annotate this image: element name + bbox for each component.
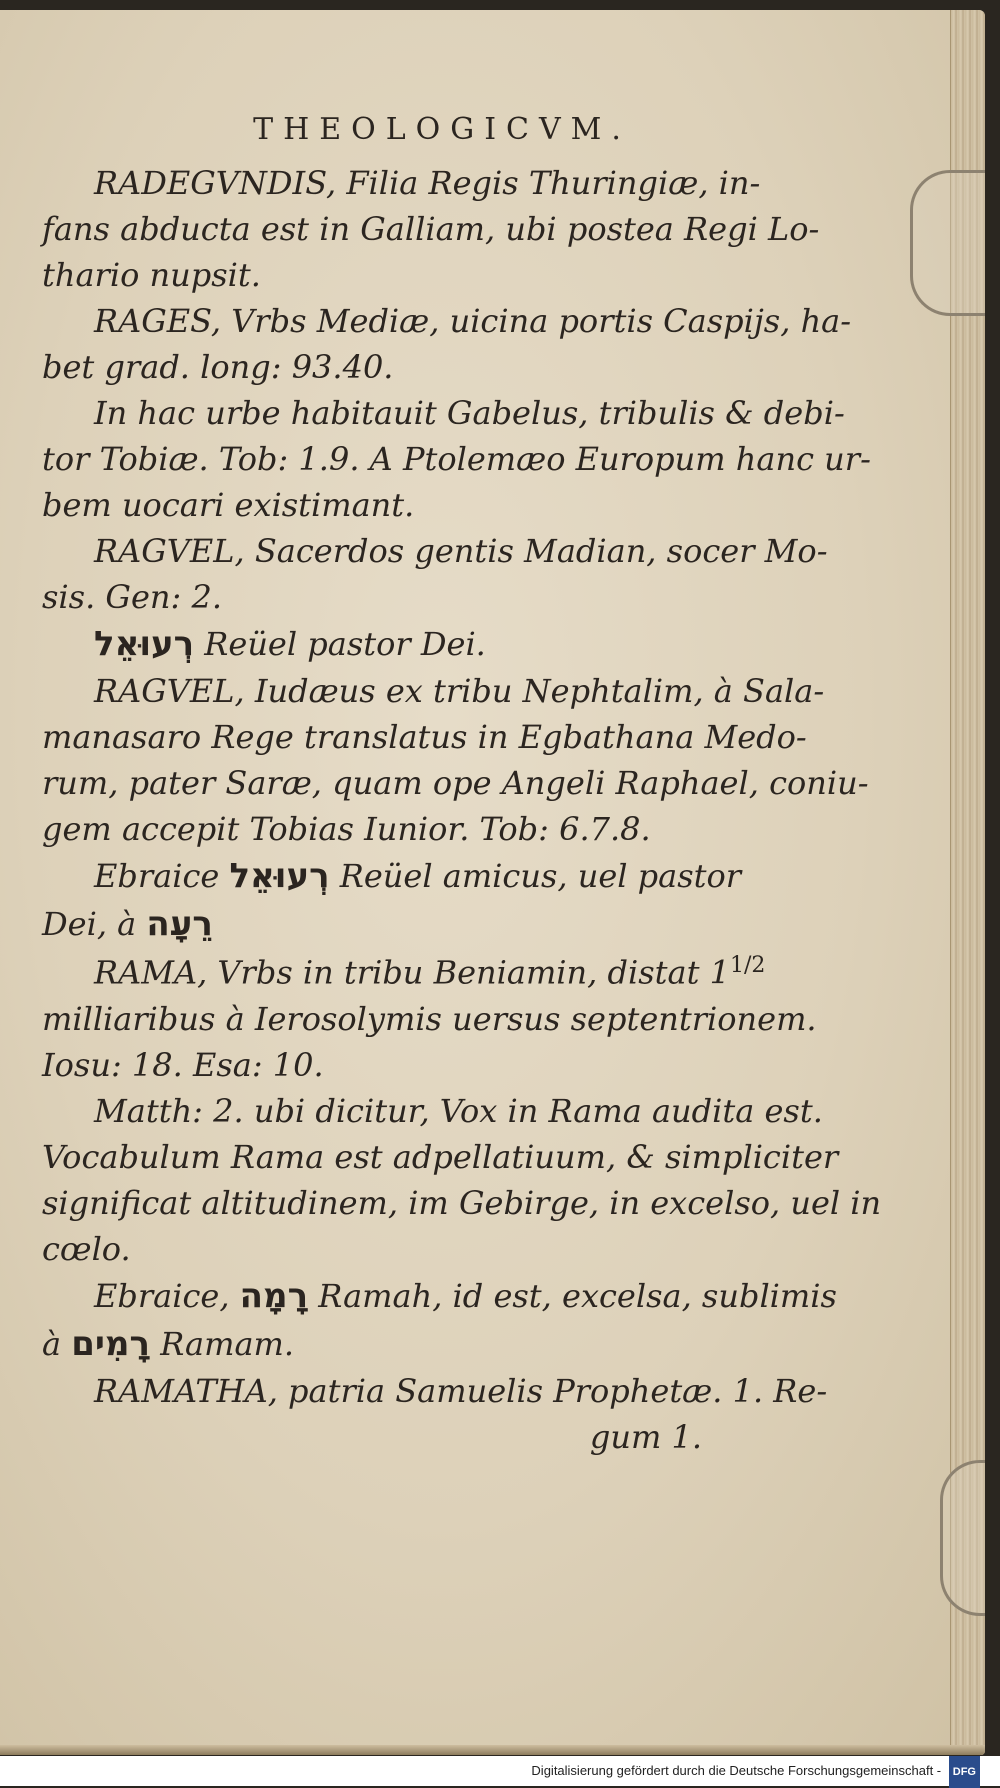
- line-text: RAGVEL, Iudæus ex tribu Nephtalim, à Sala-: [94, 672, 825, 710]
- line-text: gem accepit Tobias Iunior. Tob: 6.7.8.: [42, 810, 651, 848]
- line-text: manasaro Rege translatus in Egbathana Medo-: [42, 718, 807, 756]
- text-line: [42, 624, 822, 664]
- fraction: 1/2: [729, 953, 766, 978]
- text-line: [42, 302, 852, 340]
- line-text: In hac urbe habitauit Gabelus, tribulis & debi-: [94, 394, 845, 432]
- line-text: bet grad. long: 93.40.: [42, 348, 394, 386]
- line-prefix: Ebraice: [94, 857, 230, 895]
- text-line: [42, 578, 822, 616]
- line-text: sis. Gen: 2.: [42, 578, 223, 616]
- running-head: THEOLOGICVM.: [253, 112, 631, 147]
- text-line: [42, 999, 822, 1038]
- line-text: fans abducta est in Galliam, ubi postea Regi Lo-: [42, 210, 820, 248]
- line-text: tor Tobiæ. Tob: 1.9. A Ptolemæo Europum hanc ur-: [42, 440, 871, 478]
- hebrew-word: רֵעָה: [146, 904, 213, 944]
- text-line: [42, 810, 822, 848]
- text-line: [42, 672, 825, 710]
- hebrew-word: רְעוּאֵל: [229, 856, 330, 896]
- page-bottom-edge: [0, 1745, 985, 1755]
- line-text: RAMA, Vrbs in tribu Beniamin, distat 1: [94, 953, 730, 992]
- line-text: Iosu: 18. Esa: 10.: [42, 1045, 324, 1084]
- hebrew-word: רָמִים: [71, 1323, 151, 1364]
- text-line: [42, 256, 822, 294]
- text-line: [42, 486, 822, 524]
- line-text: RADEGVNDIS, Filia Regis Thuringiæ, in-: [94, 164, 761, 202]
- line-text: milliaribus à Ierosolymis uersus septentrionem.: [42, 999, 817, 1038]
- dictionary-entry: [42, 302, 871, 524]
- line-text: Matth: 2. ubi dicitur, Vox in Rama audita est.: [94, 1091, 823, 1130]
- line-text: RAGVEL, Sacerdos gentis Madian, socer Mo-: [94, 532, 828, 570]
- text-line: [42, 394, 845, 432]
- page-clip-bottom: [940, 1460, 985, 1616]
- text-line: [42, 1323, 822, 1364]
- catchword: gum 1.: [589, 1417, 702, 1456]
- line-text: RAMATHA, patria Samuelis Prophetæ. 1. Re-: [94, 1371, 828, 1410]
- dictionary-entry: [42, 164, 822, 294]
- line-text: Ramam.: [150, 1324, 295, 1363]
- dictionary-entry: [42, 532, 828, 664]
- line-text: RAGES, Vrbs Mediæ, uicina portis Caspijs, ha-: [94, 302, 852, 340]
- hebrew-word: רְעוּאֵל: [94, 624, 195, 664]
- text-line: [42, 1045, 822, 1084]
- text-line: [42, 532, 828, 570]
- text-line: [42, 210, 822, 248]
- text-line: [42, 953, 822, 992]
- text-line: [42, 856, 822, 896]
- line-text: rum, pater Saræ, quam ope Angeli Raphael, coniu-: [42, 764, 869, 802]
- text-line: [42, 718, 822, 756]
- text-line: [42, 1275, 837, 1316]
- text-line: [42, 1137, 839, 1176]
- text-line: [42, 1371, 828, 1410]
- text-line: [42, 764, 869, 802]
- text-line: [42, 1091, 823, 1130]
- text-line: [42, 440, 871, 478]
- line-text: significat altitudinem, im Gebirge, in excelso, uel in: [42, 1183, 882, 1222]
- dfg-logo: DFG: [949, 1756, 980, 1788]
- line-text: Reüel pastor Dei.: [194, 625, 486, 663]
- hebrew-word: רָמָה: [239, 1275, 309, 1316]
- line-prefix: Dei, à: [42, 905, 147, 943]
- text-line: [42, 348, 822, 386]
- line-text: bem uocari existimant.: [42, 486, 415, 524]
- text-line: [42, 164, 822, 202]
- digitization-footer: [0, 1756, 1000, 1786]
- text-line: [42, 904, 822, 944]
- page-clip-top: [910, 170, 985, 316]
- line-text: Reüel amicus, uel pastor: [329, 857, 742, 895]
- dictionary-entry: [42, 1371, 828, 1410]
- text-line: [42, 1183, 882, 1222]
- dictionary-entry: [42, 953, 882, 1364]
- line-prefix: Ebraice,: [94, 1276, 240, 1315]
- line-text: Ramah, id est, excelsa, sublimis: [308, 1276, 837, 1315]
- line-text: Vocabulum Rama est adpellatiuum, & simpliciter: [42, 1137, 839, 1176]
- book-page: [0, 10, 985, 1755]
- dictionary-entry: [42, 672, 869, 944]
- line-text: thario nupsit.: [42, 256, 261, 294]
- footer-text: Digitalisierung gefördert durch die Deutsche Forschungsgemeinschaft -: [531, 1763, 942, 1778]
- page-text: [42, 112, 882, 1456]
- line-text: cœlo.: [42, 1229, 131, 1268]
- text-line: [42, 1229, 822, 1268]
- entries: [42, 164, 882, 1410]
- line-prefix: à: [42, 1324, 72, 1363]
